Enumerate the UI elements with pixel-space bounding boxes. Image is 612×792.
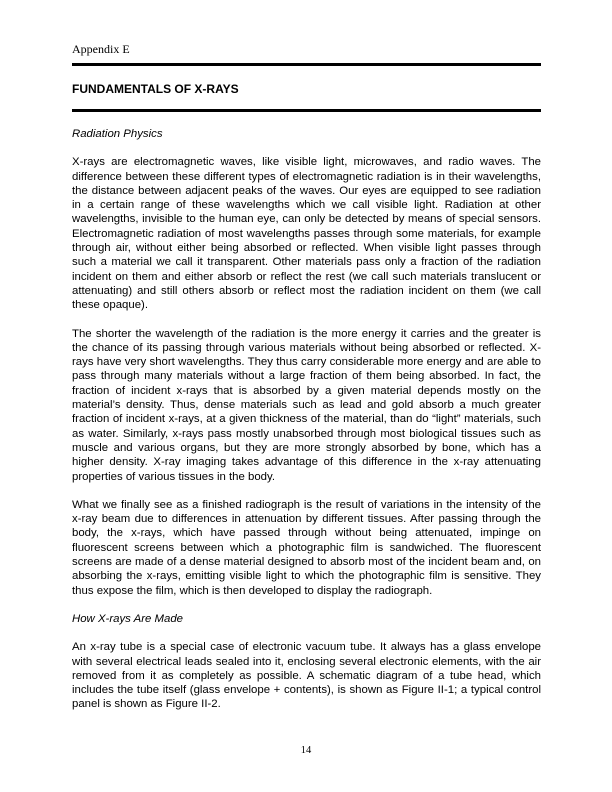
body-paragraph: What we finally see as a finished radiograph is the result of variations in the intensity of the x-ray beam due to differences in attenuation by different tissues. After passing through the body, the x-rays, which have passed through without being attenuated, impinge on fluorescent screens between which a photographic film is sandwiched. The fluorescent screens are made of a dense material designed to absorb most of the incident beam and, on absorbing the x-rays, emitting visible light to which the photographic film is sensitive. They thus expose the film, which is then developed to display the radiograph. xyxy=(72,498,541,597)
body-paragraph: The shorter the wavelength of the radiation is the more energy it carries and the greater is the chance of its passing through various materials without being absorbed or reflected. X-rays have very short wavelengths. They thus carry considerable more energy and are able to pass through many materials without a large fraction of them being absorbed. In fact, the fraction of incident x-rays that is absorbed by a given material depends mostly on the material’s density. Thus, dense materials such as lead and gold absorb a much greater fraction of incident x-rays, at a given thickness of the material, than do “light” materials, such as water. Similarly, x-rays pass mostly unabsorbed through most biological tissues such as muscle and various organs, but they are more strongly absorbed by bone, which has a higher density. X-ray imaging takes advantage of this difference in the x-ray attenuating properties of various tissues in the body. xyxy=(72,327,541,483)
body-paragraph: An x-ray tube is a special case of electronic vacuum tube. It always has a glass envelope with several electrical leads sealed into it, enclosing several electronic elements, with the air removed from it as completely as possible. A schematic diagram of a tube head, which includes the tube itself (glass envelope + contents), is shown as Figure II-1; a typical control panel is shown as Figure II-2. xyxy=(72,641,541,711)
section-heading-how-xrays-are-made: How X-rays Are Made xyxy=(72,612,183,625)
body-content xyxy=(72,127,541,726)
running-header: Appendix E xyxy=(72,42,130,56)
title-top-rule xyxy=(72,63,541,66)
page-title: FUNDAMENTALS OF X-RAYS xyxy=(72,82,239,96)
body-paragraph: X-rays are electromagnetic waves, like visible light, microwaves, and radio waves. The difference between these different types of electromagnetic radiation is in their wavelengths, the distance between adjacent peaks of the waves. Our eyes are equipped to see radiation in a certain range of these wavelengths which we call visible light. Radiation at other wavelengths, invisible to the human eye, can only be detected by means of special sensors. Electromagnetic radiation of most wavelengths passes through some materials, for example through air, without either being absorbed or reflected. When visible light passes through such a material we call it transparent. Other materials pass only a fraction of the radiation incident on them and either absorb or reflect the rest (we call such materials translucent or attenuating) and still others absorb or reflect most the radiation incident on them (we call these opaque). xyxy=(72,156,541,312)
page-number: 14 xyxy=(300,745,312,756)
title-bottom-rule xyxy=(72,109,541,112)
section-heading-radiation-physics: Radiation Physics xyxy=(72,128,163,140)
